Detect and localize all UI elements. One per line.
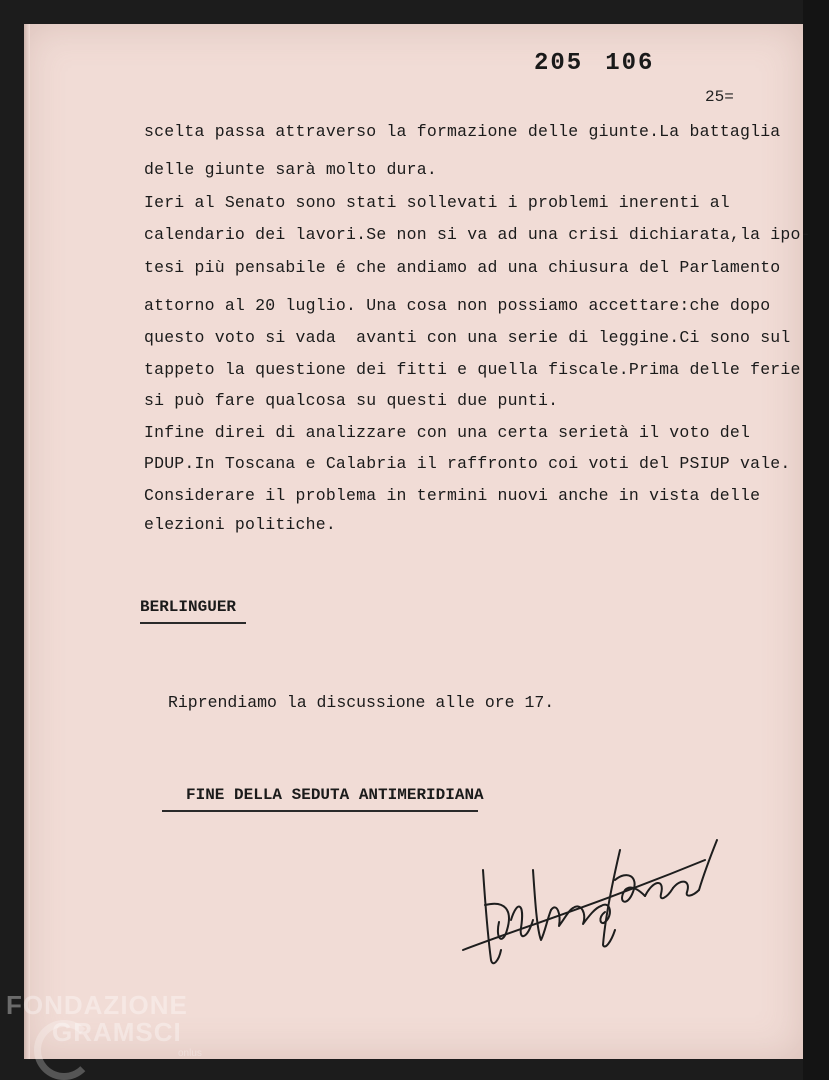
session-end-heading: FINE DELLA SEDUTA ANTIMERIDIANA [186,786,484,804]
page-binding-edge [24,24,30,1059]
body-line-10: Infine direi di analizzare con una certa serietà il voto del [144,423,751,442]
body-line-4: calendario dei lavori.Se non si va ad una crisi dichiarata,la ipo- [144,225,811,244]
speaker-name: BERLINGUER [140,598,237,616]
body-line-1: scelta passa attraverso la formazione delle giunte.La battaglia [144,122,781,141]
body-line-5: tesi più pensabile é che andiamo ad una chiusura del Parlamento [144,258,781,277]
watermark-g-icon [34,1020,94,1080]
page-right-edge [803,0,829,1080]
body-line-6: attorno al 20 luglio. Una cosa non possiamo accettare:che dopo [144,296,771,315]
body-line-3: Ieri al Senato sono stati sollevati i problemi inerenti al [144,193,730,212]
stamp-number-1: 205 [534,50,584,77]
watermark-logo [6,990,188,1048]
body-line-7: questo voto si vada avanti con una serie di leggine.Ci sono sul [144,328,791,347]
body-line-2: delle giunte sarà molto dura. [144,160,437,179]
watermark-line-1: FONDAZIONE [6,990,188,1020]
watermark-suffix: onlus [178,1048,202,1059]
watermark-line-2: GRAMSCI [52,1017,182,1047]
stamp-number-2: 106 [605,50,655,77]
body-line-13: elezioni politiche. [144,515,336,534]
session-end-underline [162,810,478,812]
resume-notice: Riprendiamo la discussione alle ore 17. [168,693,555,712]
body-line-12: Considerare il problema in termini nuovi anche in vista delle [144,486,761,505]
archive-stamp-numbers [534,50,676,77]
sheet-number: 25= [705,88,734,106]
body-line-9: si può fare qualcosa su questi due punti. [144,391,559,410]
body-line-8: tappeto la questione dei fitti e quella fiscale.Prima delle ferie [144,360,801,379]
speaker-underline [140,622,246,624]
handwritten-signature [455,810,735,980]
body-line-11: PDUP.In Toscana e Calabria il raffronto coi voti del PSIUP vale. [144,454,791,473]
